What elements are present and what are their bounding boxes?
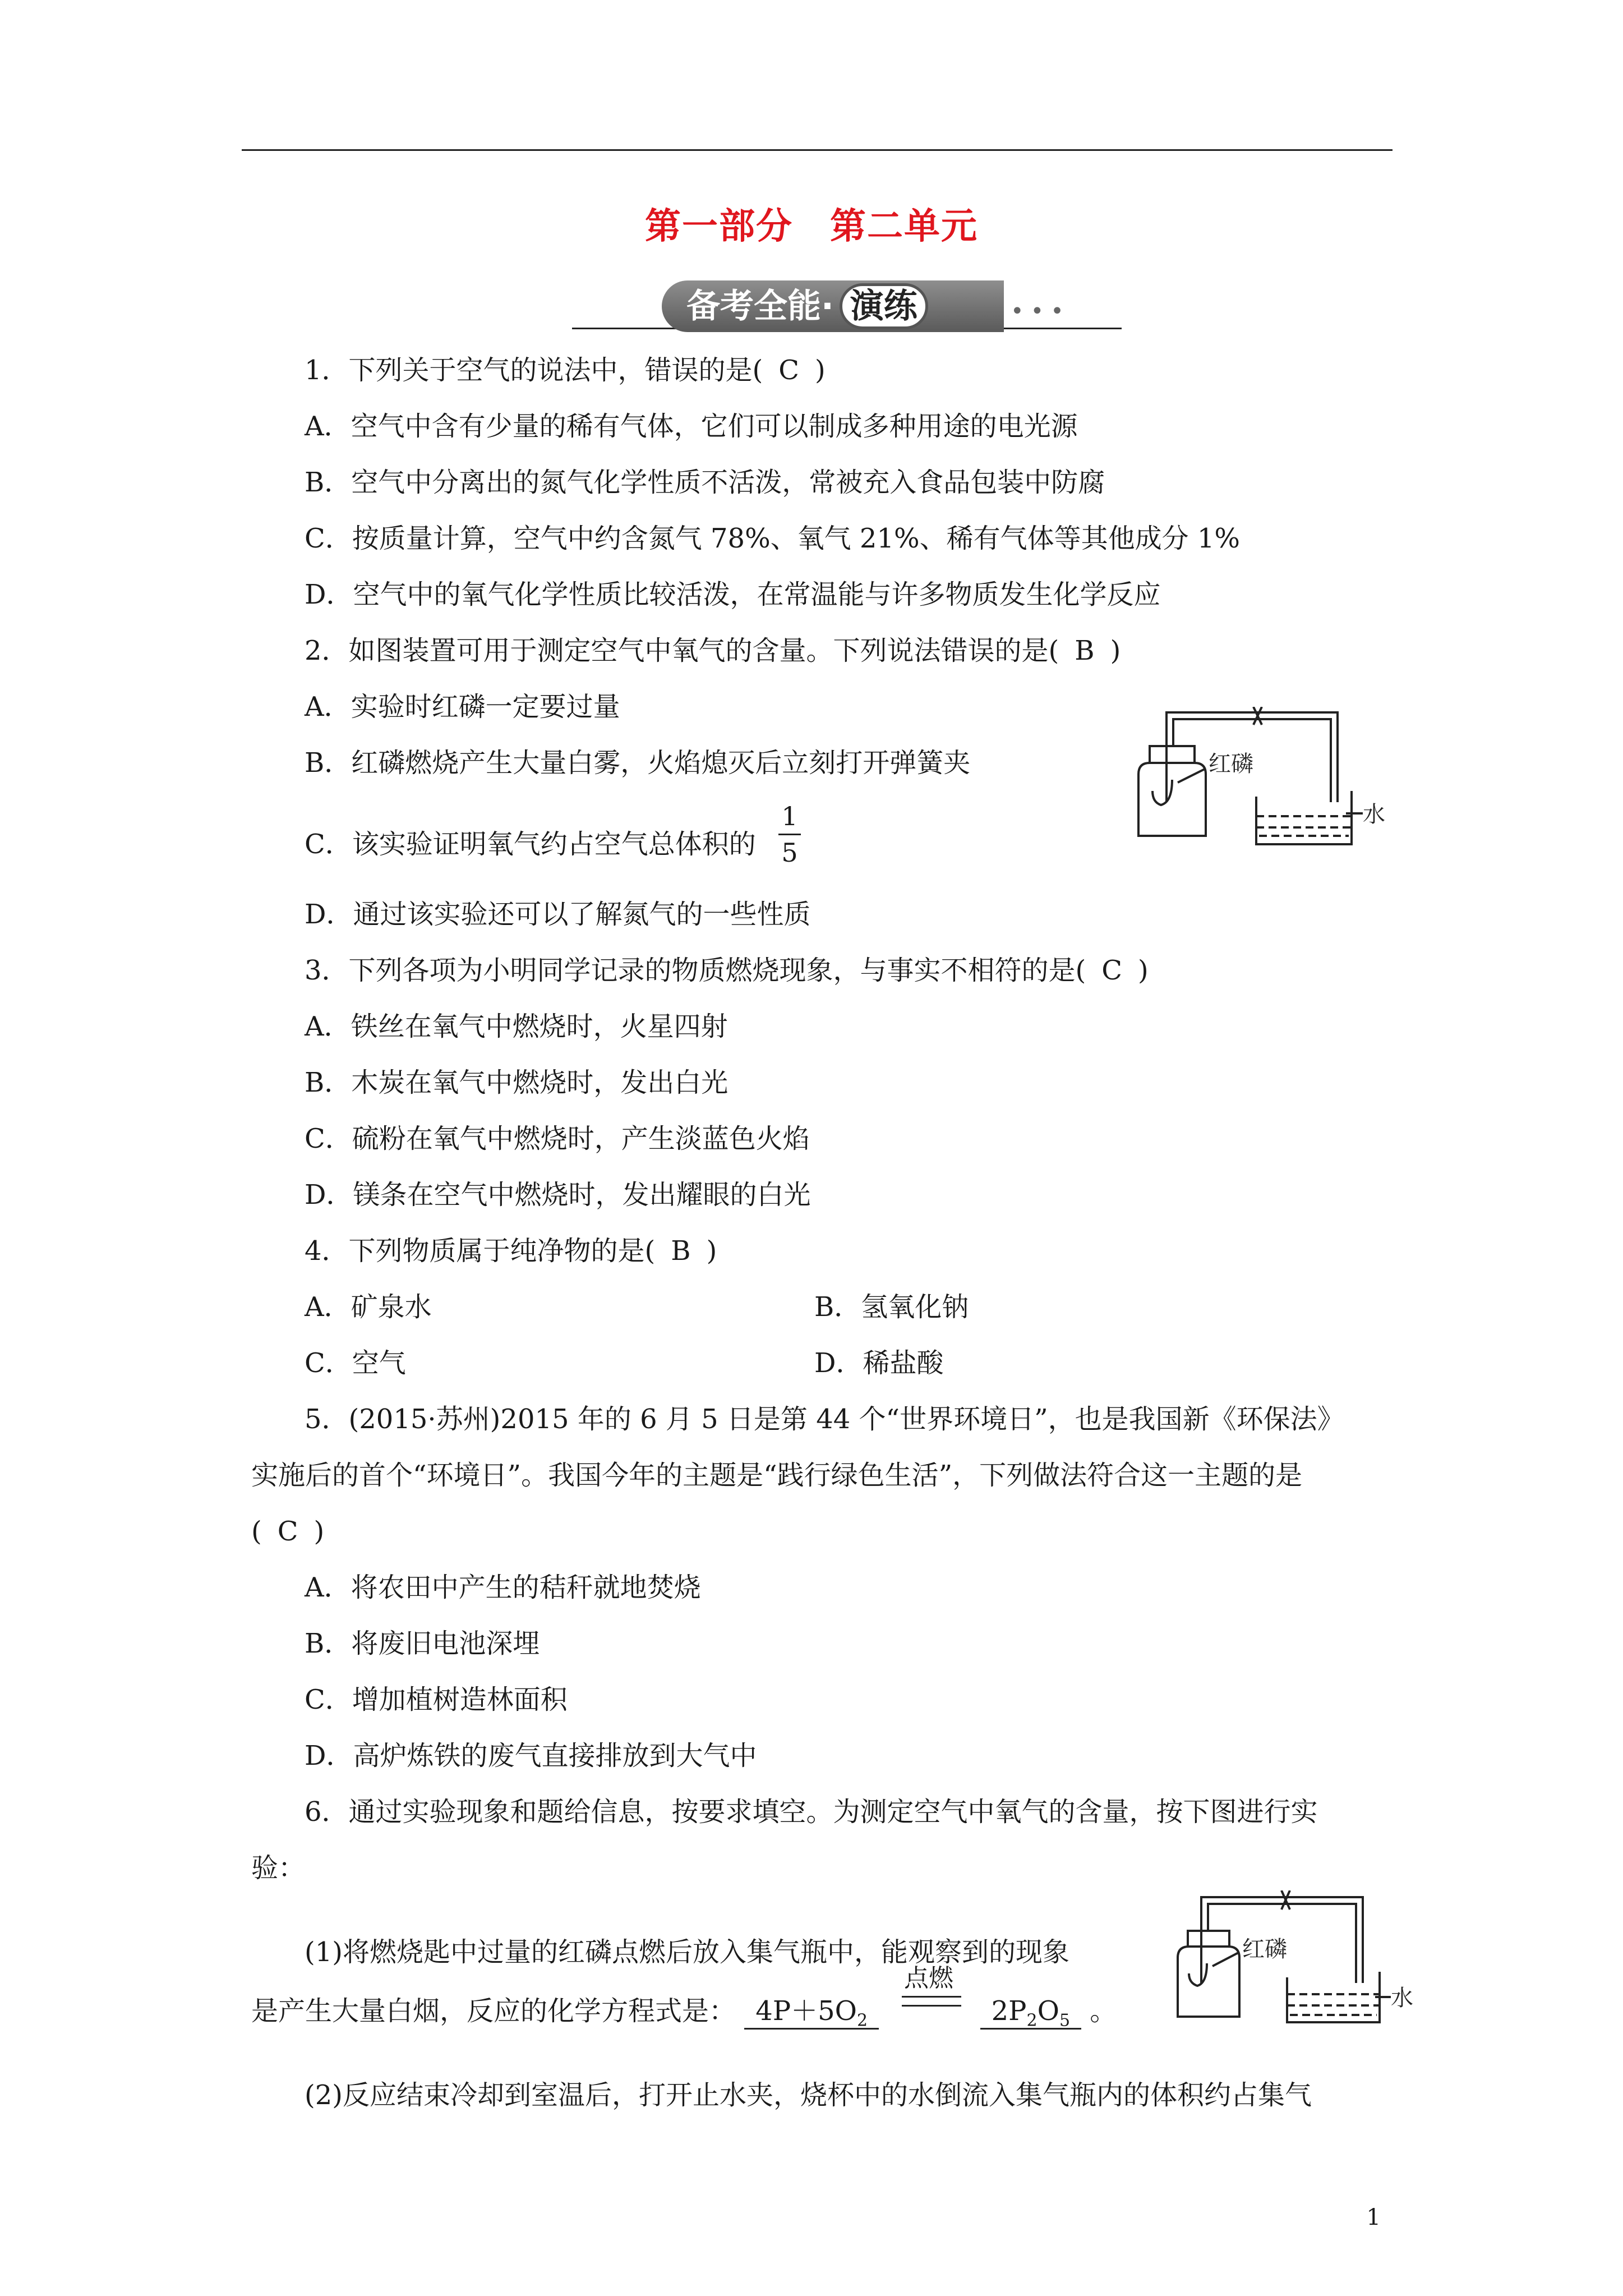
header-rule — [242, 149, 1393, 151]
section-banner — [662, 280, 1004, 332]
figure-2-label-water: 水 — [1391, 1985, 1413, 2011]
question-6-part-1-line-1: (1)将燃烧匙中过量的红磷点燃后放入集气瓶中，能观察到的现象 — [305, 1936, 1069, 1968]
question-6-line-1: 6．通过实验现象和题给信息，按要求填空。为测定空气中氧气的含量，按下图进行实 — [305, 1796, 1318, 1828]
question-4-option-d: D．稀盐酸 — [814, 1347, 944, 1379]
figure-label-water: 水 — [1363, 802, 1385, 827]
question-4-option-b: B．氢氧化钠 — [814, 1291, 969, 1323]
question-5-option-a: A．将农田中产生的秸秆就地焚烧 — [305, 1572, 701, 1603]
question-5-line-1: 5．(2015·苏州)2015 年的 6 月 5 日是第 44 个“世界环境日”，也是我国新《环保法》 — [305, 1404, 1344, 1435]
question-5-answer: C — [277, 1516, 298, 1547]
figure-2-label-phosphorus: 红磷 — [1242, 1936, 1287, 1962]
question-1-option-b: B．空气中分离出的氮气化学性质不活泼，常被充入食品包装中防腐 — [305, 467, 1105, 498]
oxygen-measurement-apparatus-figure-2 — [1166, 1890, 1413, 2025]
equation-condition: 点燃 — [904, 1964, 953, 1993]
question-2-option-b: B．红磷燃烧产生大量白雾，火焰熄灭后立刻打开弹簧夹 — [305, 747, 971, 779]
question-1-option-d: D．空气中的氧气化学性质比较活泼，在常温能与许多物质发生化学反应 — [305, 579, 1161, 610]
question-2-answer: B — [1075, 635, 1095, 666]
question-4-stem: 4．下列物质属于纯净物的是( B ) — [305, 1235, 717, 1267]
question-3-option-c: C．硫粉在氧气中燃烧时，产生淡蓝色火焰 — [305, 1123, 810, 1154]
banner-highlight: 演练 — [840, 283, 928, 329]
question-4-answer: B — [671, 1235, 691, 1267]
banner-prefix: 备考全能· — [686, 287, 834, 326]
question-5-line-2: 实施后的首个“环境日”。我国今年的主题是“践行绿色生活”，下列做法符合这一主题的是 — [251, 1460, 1303, 1491]
page-title: 第一部分 第二单元 — [645, 205, 978, 247]
fraction-numerator: 1 — [781, 801, 798, 831]
equation-reactants: $4P+5O_2$ — [744, 1995, 879, 2030]
question-4-option-c: C．空气 — [305, 1347, 406, 1379]
equation-products: $2P_2O_5$ — [980, 1995, 1081, 2030]
question-5-option-b: B．将废旧电池深埋 — [305, 1628, 540, 1659]
question-1-option-c: C．按质量计算，空气中约含氮气 78%、氧气 21%、稀有气体等其他成分 1% — [305, 523, 1241, 554]
question-6-part-1-line-2: 是产生大量白烟，反应的化学方程式是： $4P+5O_2$ $2P_2O_5$ 。 — [251, 1995, 1117, 2031]
question-6-line-2: 验： — [251, 1852, 306, 1884]
question-5-option-d: D．高炉炼铁的废气直接排放到大气中 — [305, 1740, 757, 1772]
figure-label-phosphorus: 红磷 — [1209, 751, 1253, 777]
fraction-one-fifth — [778, 801, 801, 868]
question-3-option-d: D．镁条在空气中燃烧时，发出耀眼的白光 — [305, 1179, 811, 1211]
equation-equals-bottom — [902, 2005, 961, 2007]
equation-equals-top — [902, 1996, 961, 1998]
question-5-option-c: C．增加植树造林面积 — [305, 1684, 568, 1715]
fraction-denominator: 5 — [781, 838, 798, 868]
question-2-option-c: C．该实验证明氧气约占空气总体积的 — [305, 829, 756, 860]
question-6-part-2-line-1: (2)反应结束冷却到室温后，打开止水夹，烧杯中的水倒流入集气瓶内的体积约占集气 — [305, 2079, 1312, 2111]
page-number: 1 — [1366, 2205, 1381, 2230]
question-4-option-a: A．矿泉水 — [305, 1291, 432, 1323]
question-2-option-a: A．实验时红磷一定要过量 — [305, 691, 620, 723]
question-3-option-b: B．木炭在氧气中燃烧时，发出白光 — [305, 1067, 728, 1098]
question-1-answer: C — [778, 355, 800, 386]
question-1-option-a: A．空气中含有少量的稀有气体，它们可以制成多种用途的电光源 — [305, 411, 1078, 442]
question-3-option-a: A．铁丝在氧气中燃烧时，火星四射 — [305, 1011, 728, 1042]
question-2-stem: 2．如图装置可用于测定空气中氧气的含量。下列说法错误的是( B ) — [305, 635, 1121, 666]
oxygen-measurement-apparatus-figure — [1127, 707, 1385, 853]
question-3-answer: C — [1101, 955, 1123, 986]
question-3-stem: 3．下列各项为小明同学记录的物质燃烧现象，与事实不相符的是( C ) — [305, 955, 1149, 986]
banner-dots: ••• — [1011, 298, 1071, 324]
question-5-answer-line: ( C ) — [251, 1516, 325, 1547]
question-2-option-d: D．通过该实验还可以了解氮气的一些性质 — [305, 899, 811, 930]
question-1-stem: 1．下列关于空气的说法中，错误的是( C ) — [305, 355, 826, 386]
